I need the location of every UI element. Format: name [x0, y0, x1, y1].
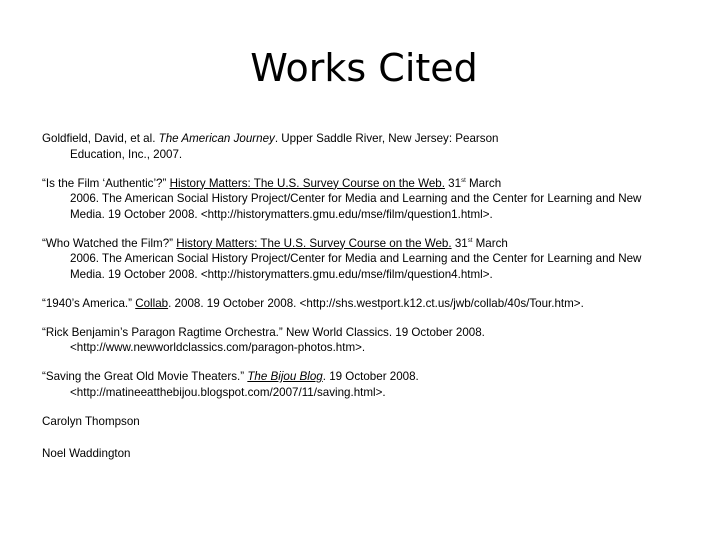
citation-continuation: Media. 19 October 2008. <http://historymatters.gmu.edu/mse/film/question1.html>. [70, 207, 493, 221]
author-name: Carolyn Thompson [42, 414, 140, 428]
citation-text: “Is the Film ‘Authentic’?” [42, 176, 170, 190]
citation-1940s-america [42, 296, 698, 312]
slide-title: Works Cited [250, 46, 478, 90]
citation-text: 31 [444, 176, 462, 190]
citation-text: . 2008. 19 October 2008. <http://shs.westport.k12.ct.us/jwb/collab/40s/Tour.htm>. [168, 296, 584, 310]
ordinal-suffix: st [461, 177, 466, 184]
citation-line [42, 236, 698, 252]
citation-continuation: Education, Inc., 2007. [70, 147, 183, 161]
citation-text: “Saving the Great Old Movie Theaters.” [42, 370, 248, 383]
ordinal-suffix: st [467, 237, 473, 244]
citation-text: 31 [451, 236, 468, 250]
citation-continuation: Media. 19 October 2008. <http://historymatters.gmu.edu/mse/film/question4.html>. [70, 267, 493, 281]
citation-text: “Who Watched the Film?” [42, 236, 177, 250]
citation-who-watched [42, 236, 698, 283]
citation-text: March [465, 176, 502, 190]
citation-text: . Upper Saddle River, New Jersey: Pearson [274, 132, 499, 145]
book-title: The American Journey [158, 132, 275, 145]
citation-continuation: <http://www.newworldclassics.com/paragon-photos.htm>. [70, 341, 366, 354]
author-name: Noel Waddington [42, 447, 131, 460]
citation-text: “1940’s America.” [42, 296, 136, 310]
citation-goldfield [42, 131, 698, 162]
citation-line [42, 131, 698, 147]
works-cited-list [42, 131, 698, 479]
citation-text: March [472, 236, 508, 250]
citation-continuation: 2006. The American Social History Project/Center for Media and Learning and the Center for Learning and New [70, 252, 642, 265]
citation-text: . 19 October 2008. [322, 370, 419, 383]
citation-line [42, 296, 698, 312]
citation-line [42, 369, 698, 385]
citation-line: “Rick Benjamin’s Paragon Ragtime Orchestra.” New World Classics. 19 October 2008. [42, 325, 485, 339]
website-title-link[interactable]: History Matters: The U.S. Survey Course on the Web. [176, 236, 452, 250]
citation-bijou-blog [42, 369, 698, 400]
website-title-link[interactable]: History Matters: The U.S. Survey Course on the Web. [169, 176, 445, 190]
citation-text: Goldfield, David, et al. [42, 132, 159, 145]
citation-film-authentic [42, 176, 698, 223]
website-title-link[interactable]: The Bijou Blog [247, 370, 323, 383]
citation-continuation: <http://matineeatthebijou.blogspot.com/2007/11/saving.html>. [70, 385, 386, 399]
citation-continuation: 2006. The American Social History Project/Center for Media and Learning and the Center for Learning and New [70, 192, 642, 205]
citation-rick-benjamin [42, 325, 698, 356]
citation-line [42, 176, 698, 192]
website-title-link[interactable]: Collab [135, 296, 169, 310]
